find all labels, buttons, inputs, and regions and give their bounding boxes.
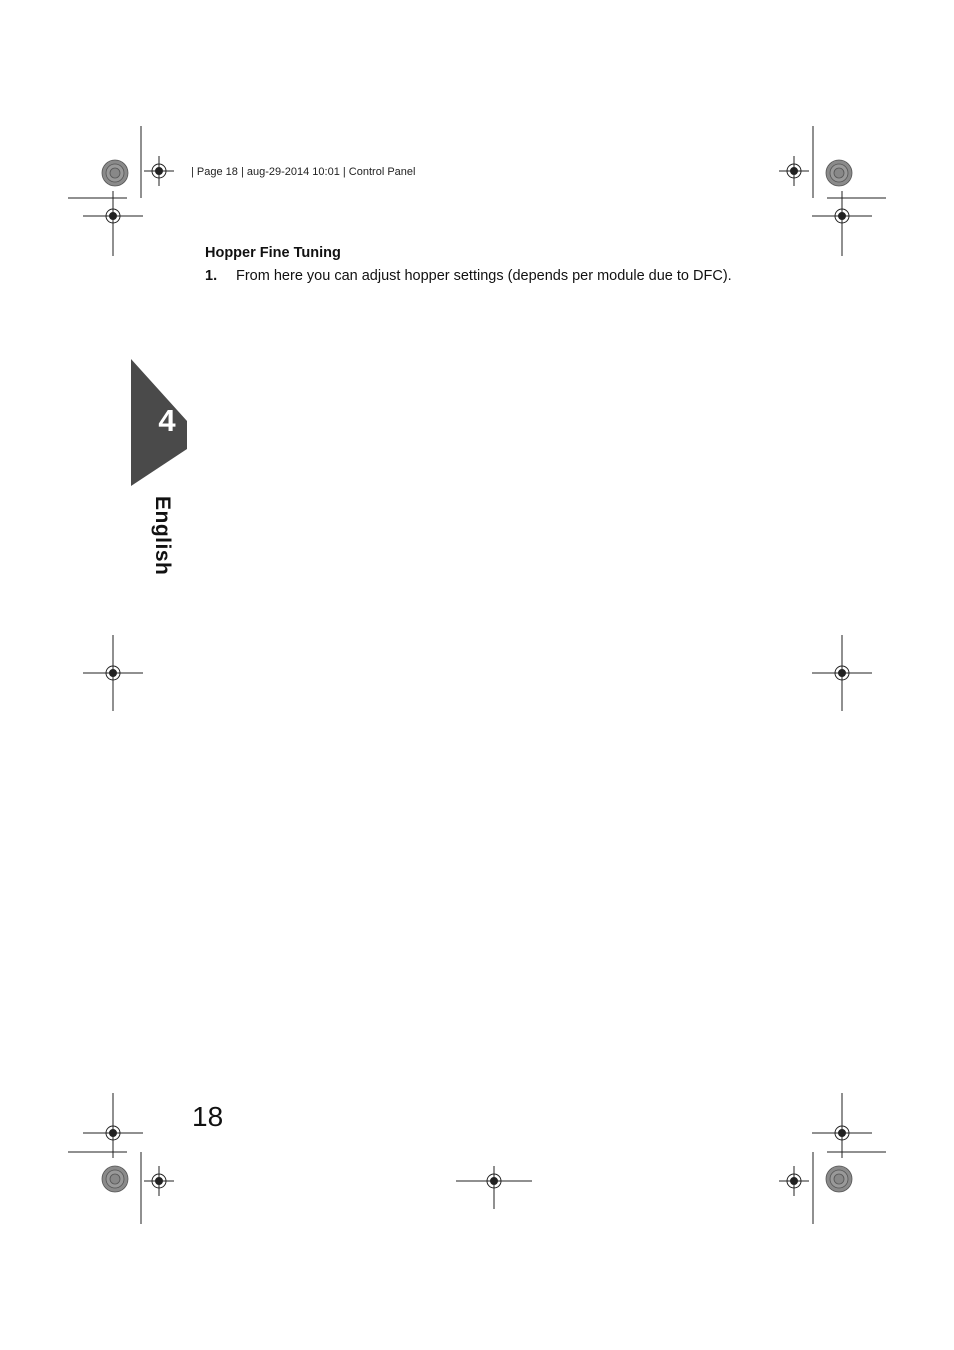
page-number: 18 [192,1101,224,1132]
registration-marks [83,156,872,1209]
chapter-number: 4 [158,403,176,438]
step-number: 1. [205,268,218,284]
step-text: From here you can adjust hopper settings (depends per module due to DFC). [236,268,732,284]
list-item [205,268,732,284]
section-heading: Hopper Fine Tuning [205,245,341,261]
print-header: | Page 18 | aug-29-2014 10:01 | Control Panel [191,166,416,178]
language-label: English [151,496,174,576]
color-bar-dots [102,160,852,1192]
